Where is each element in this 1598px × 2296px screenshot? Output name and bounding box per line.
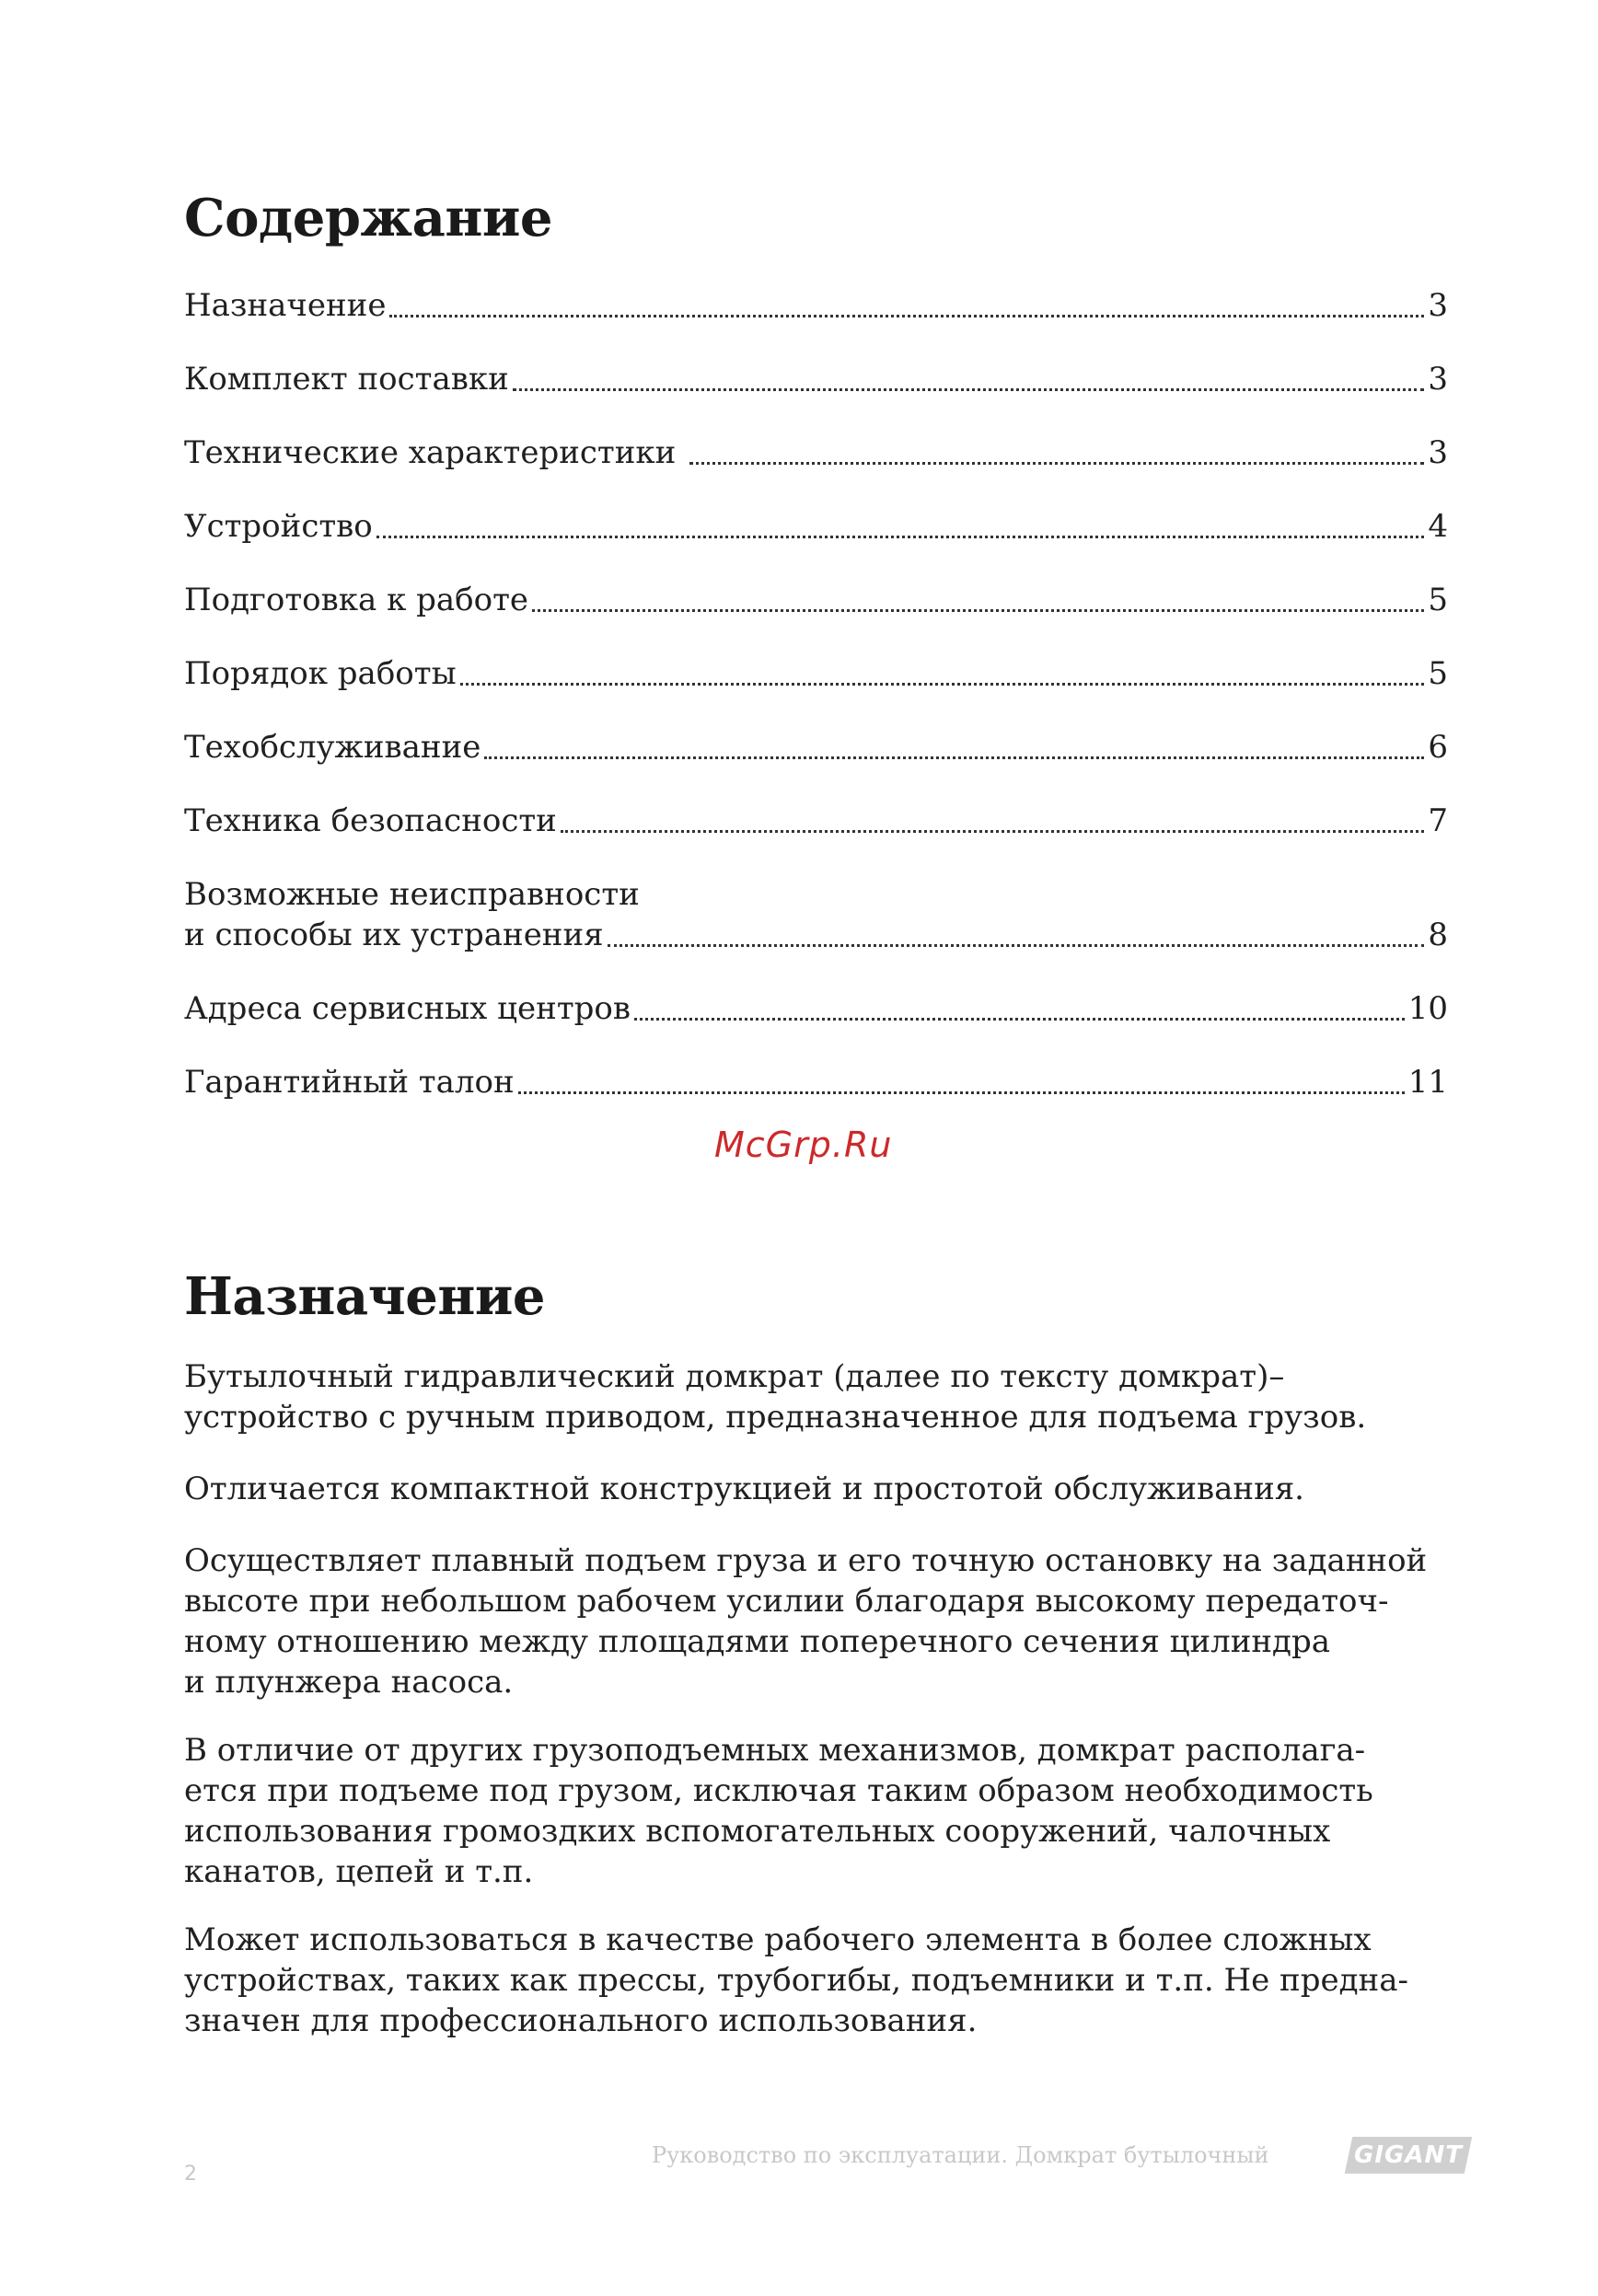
toc-item-label: Техобслуживание: [184, 729, 481, 766]
toc-item-label: и способы их устранения: [184, 917, 604, 953]
toc-item-label: Гарантийный талон: [184, 1064, 515, 1101]
toc-item-label: Адреса сервисных центров: [184, 990, 631, 1027]
toc-item-page: 3: [1428, 287, 1448, 324]
toc-leader-dots: [484, 756, 1424, 759]
toc-item-warranty[interactable]: [184, 1062, 1448, 1102]
toc-leader-dots: [608, 944, 1425, 947]
toc-item-troubleshooting[interactable]: [184, 915, 1448, 955]
toc-item-label: Возможные неисправности: [184, 876, 640, 913]
toc-leader-dots: [561, 830, 1425, 833]
toc-item-label: Комплект поставки: [184, 361, 509, 398]
purpose-paragraph-1: [184, 1356, 1473, 1437]
toc-item-label: Подготовка к работе: [184, 582, 529, 618]
paragraph-text: Бутылочный гидравлический домкрат (далее по тексту домкрат)– устройство с ручным приводом, предназначенное для подъема грузов.: [184, 1358, 1367, 1436]
toc-leader-dots: [513, 388, 1425, 391]
toc-item-label: Порядок работы: [184, 655, 457, 692]
toc-item-operation[interactable]: [184, 653, 1448, 694]
toc-leader-dots: [389, 315, 1424, 317]
toc-leader-dots: [634, 1018, 1405, 1021]
toc-item-purpose[interactable]: [184, 285, 1448, 326]
toc-item-design[interactable]: [184, 506, 1448, 547]
footer-page-number: 2: [184, 2163, 197, 2186]
toc-item-page: 8: [1428, 917, 1448, 953]
purpose-paragraph-3: [184, 1540, 1473, 1702]
logo-text: GIGANT: [1354, 2141, 1463, 2169]
toc-item-label: Техника безопасности: [184, 802, 557, 839]
paragraph-text: Осуществляет плавный подъем груза и его точную остановку на заданной высоте при небольшом рабочем усилии благодаря высокому передаточ- ному отношению между площадями поперечного сечения цилиндра и плунжера насоса.: [184, 1542, 1428, 1701]
watermark-text: McGrp.Ru: [714, 1125, 893, 1165]
toc-item-service-centers[interactable]: [184, 988, 1448, 1029]
toc-leader-dots: [518, 1091, 1405, 1094]
toc-item-package[interactable]: [184, 359, 1448, 399]
purpose-paragraph-4: [184, 1730, 1473, 1892]
toc-leader-dots: [460, 683, 1425, 686]
toc-item-page: 11: [1407, 1064, 1448, 1101]
toc-item-page: 3: [1428, 434, 1448, 471]
toc-item-page: 5: [1428, 582, 1448, 618]
toc-item-page: 3: [1428, 361, 1448, 398]
toc-item-page: 7: [1428, 802, 1448, 839]
purpose-paragraph-2: [184, 1469, 1473, 1509]
toc-leader-dots: [532, 609, 1424, 612]
toc-item-page: 4: [1428, 508, 1448, 545]
paragraph-text: В отличие от других грузоподъемных механизмов, домкрат располага- ется при подъеме под грузом, исключая таким образом необходимость использования громоздких вспомогательных сооружений, чалочных канатов, цепей и т.п.: [184, 1732, 1373, 1890]
paragraph-text: Может использоваться в качестве рабочего элемента в более сложных устройствах, таких как прессы, трубогибы, подъемники и т.п. Не предна- значен для профессионального использования.: [184, 1921, 1408, 2039]
toc-item-label: Устройство: [184, 508, 373, 545]
toc-item-label: Технические характеристики: [184, 434, 687, 471]
toc-item-preparation[interactable]: [184, 580, 1448, 620]
toc-item-page: 5: [1428, 655, 1448, 692]
toc-leader-dots: [689, 462, 1424, 465]
toc-leader-dots: [376, 536, 1425, 538]
purpose-heading: Назначение: [184, 1266, 545, 1327]
toc-item-specifications[interactable]: [184, 433, 1448, 473]
gigant-logo: [1345, 2137, 1473, 2174]
purpose-paragraph-5: [184, 1920, 1473, 2041]
toc-item-page: 10: [1407, 990, 1448, 1027]
paragraph-text: Отличается компактной конструкцией и простотой обслуживания.: [184, 1471, 1304, 1507]
toc-heading: Содержание: [184, 188, 553, 248]
footer-caption: Руководство по эксплуатации. Домкрат бутылочный: [652, 2142, 1269, 2168]
toc-item-safety[interactable]: [184, 801, 1448, 841]
toc-item-page: 6: [1428, 729, 1448, 766]
toc-item-troubleshooting-line1[interactable]: [184, 874, 1448, 915]
toc-item-maintenance[interactable]: [184, 727, 1448, 767]
toc-item-label: Назначение: [184, 287, 387, 324]
